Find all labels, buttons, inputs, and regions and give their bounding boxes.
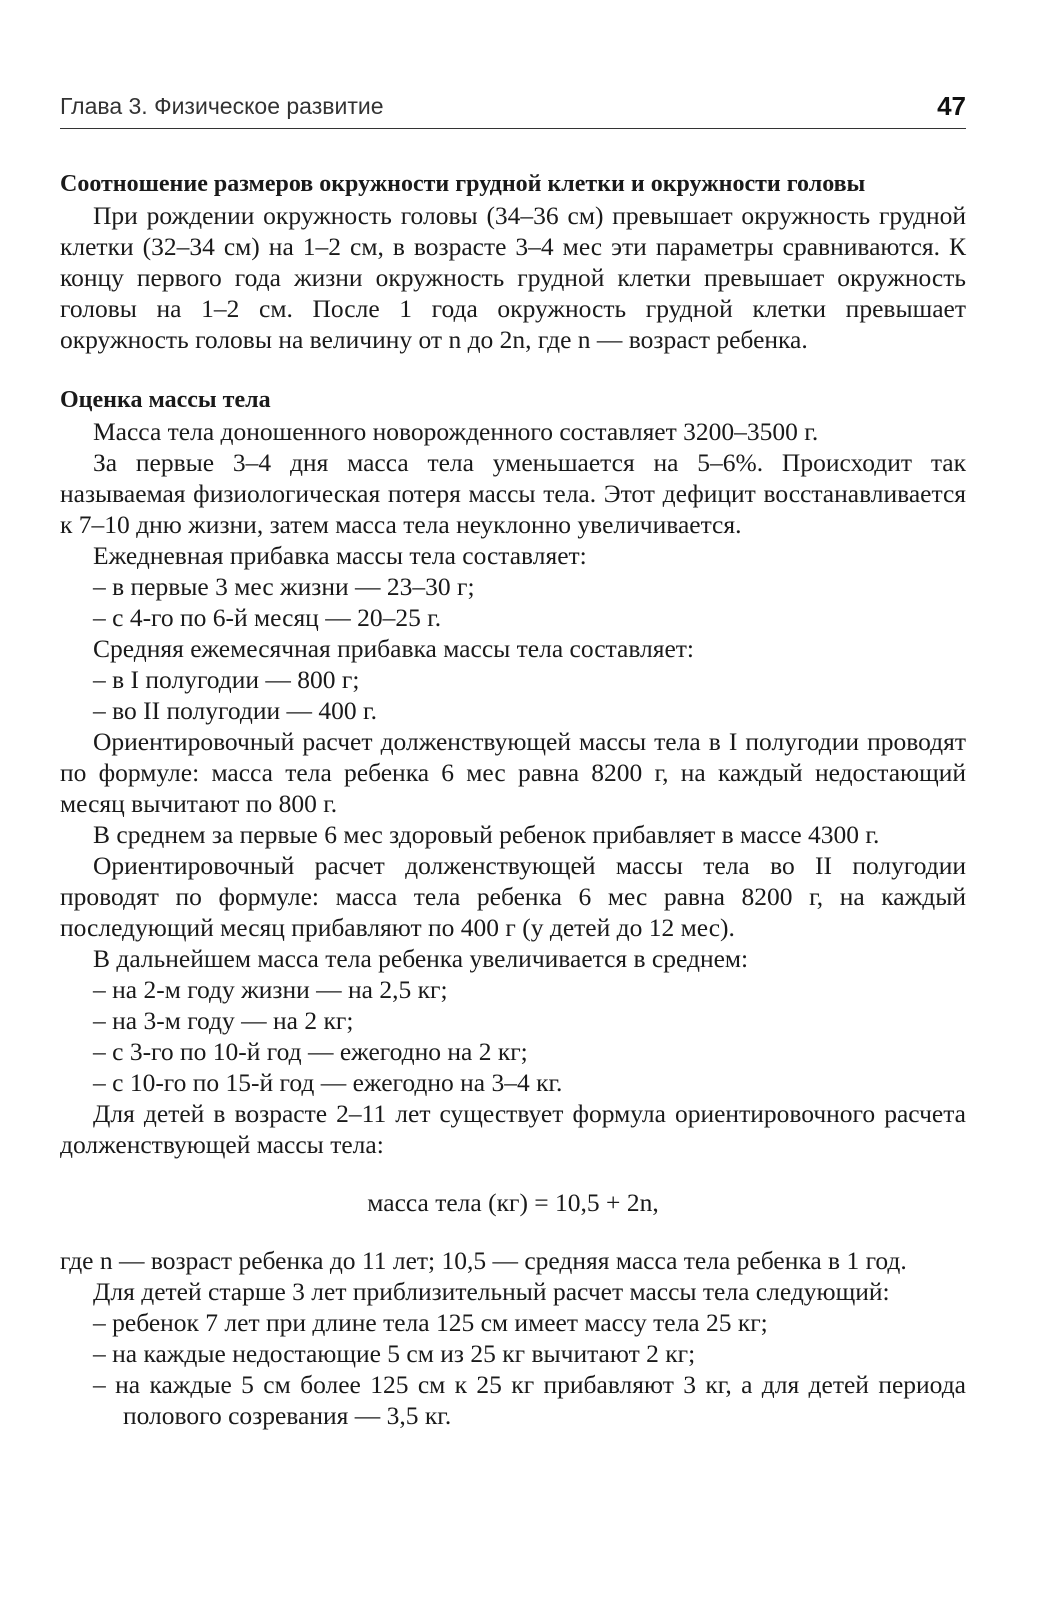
section-heading-body-mass: Оценка массы тела	[60, 387, 271, 413]
formula: масса тела (кг) = 10,5 + 2n,	[367, 1188, 659, 1217]
list-item: – на 3-м году — на 2 кг;	[93, 1006, 354, 1035]
list-item: – во II полугодии — 400 г.	[93, 696, 377, 725]
paragraph: Ориентировочный расчет долженствующей массы тела в I полугодии проводят по формуле: масса тела ребенка 6 мес равна 8200 г, на каждый недостающий месяц вычитают по 800 г.	[60, 727, 966, 818]
list-item: – в I полугодии — 800 г;	[93, 665, 360, 694]
list-item: – ребенок 7 лет при длине тела 125 см имеет массу тела 25 кг;	[93, 1308, 768, 1337]
document-page	[60, 84, 966, 1431]
paragraph: Масса тела доношенного новорожденного составляет 3200–3500 г.	[93, 417, 819, 446]
paragraph: где n — возраст ребенка до 11 лет; 10,5 — средняя масса тела ребенка в 1 год.	[60, 1246, 907, 1275]
paragraph: Ежедневная прибавка массы тела составляет:	[93, 541, 587, 570]
paragraph: Для детей в возрасте 2–11 лет существует формула ориентировочного расчета долженствующей массы тела:	[60, 1099, 966, 1159]
paragraph: В среднем за первые 6 мес здоровый ребенок прибавляет в массе 4300 г.	[93, 820, 880, 849]
list-item: – на каждые 5 см более 125 см к 25 кг прибавляют 3 кг, а для детей периода полового созревания — 3,5 кг.	[93, 1370, 966, 1430]
paragraph: Ориентировочный расчет долженствующей массы тела во II полугодии проводят по формуле: масса тела ребенка 6 мес равна 8200 г, на каждый последующий месяц прибавляют по 400 г (у детей до 12 мес).	[60, 851, 966, 942]
paragraph: Средняя ежемесячная прибавка массы тела составляет:	[93, 634, 695, 663]
list-item: – с 10-го по 15-й год — ежегодно на 3–4 кг.	[93, 1068, 563, 1097]
section-heading-chest-head: Соотношение размеров окружности грудной клетки и окружности головы	[60, 171, 866, 197]
paragraph: Для детей старше 3 лет приблизительный расчет массы тела следующий:	[93, 1277, 890, 1306]
paragraph: За первые 3–4 дня масса тела уменьшается на 5–6%. Происходит так называемая физиологическая потеря массы тела. Этот дефицит восстанавливается к 7–10 дню жизни, затем масса тела неуклонно увеличивается.	[60, 448, 966, 539]
list-item: – с 4-го по 6-й месяц — 20–25 г.	[93, 603, 442, 632]
paragraph: При рождении окружность головы (34–36 см) превышает окружность грудной клетки (32–34 см) на 1–2 см, в возрасте 3–4 мес эти параметры сравниваются. К концу первого года жизни окружность грудной клетки превышает окружность головы на 1–2 см. После 1 года окружность грудной клетки превышает окружность головы на величину от n до 2n, где n — возраст ребенка.	[60, 201, 966, 354]
page-number: 47	[937, 91, 966, 121]
list-item: – на каждые недостающие 5 см из 25 кг вычитают 2 кг;	[93, 1339, 696, 1368]
list-item: – в первые 3 мес жизни — 23–30 г;	[93, 572, 475, 601]
chapter-title: Глава 3. Физическое развитие	[60, 93, 384, 119]
list-item: – на 2-м году жизни — на 2,5 кг;	[93, 975, 448, 1004]
list-item: – с 3-го по 10-й год — ежегодно на 2 кг;	[93, 1037, 528, 1066]
paragraph: В дальнейшем масса тела ребенка увеличивается в среднем:	[93, 944, 749, 973]
running-header	[60, 84, 966, 129]
